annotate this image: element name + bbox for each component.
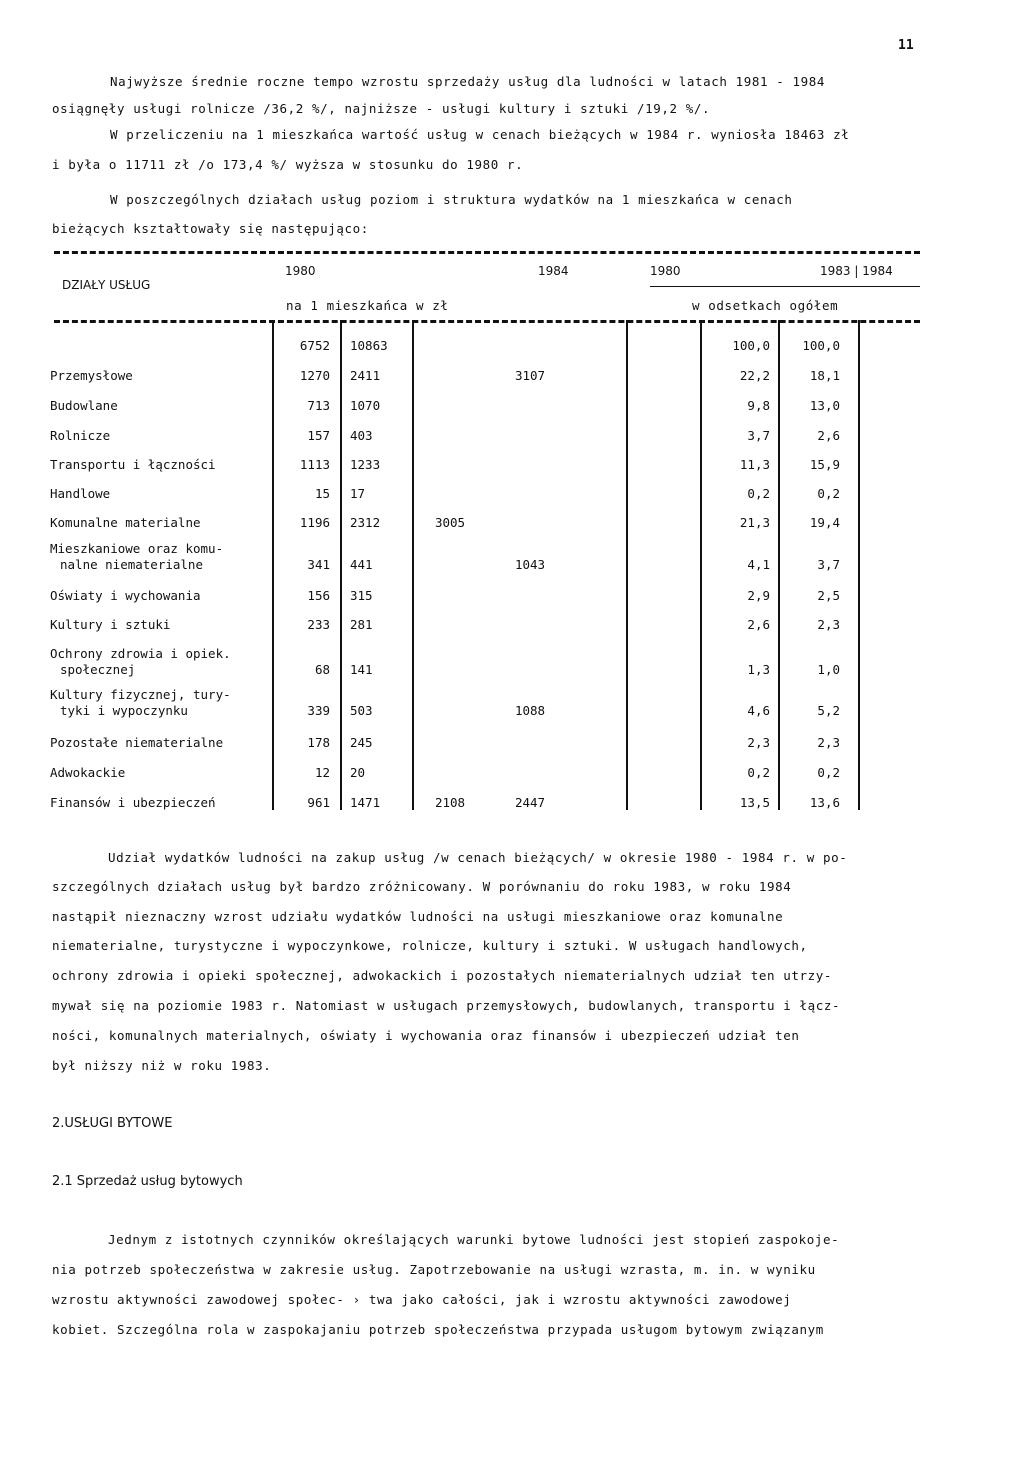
value-1980: 178	[307, 735, 330, 750]
row-label-continuation: społecznej	[60, 662, 136, 677]
value-1980: 233	[307, 617, 330, 632]
row-label: Budowlane	[50, 398, 118, 413]
value-1984: 441	[350, 557, 373, 572]
total-pct-1984: 100,0	[802, 338, 840, 353]
pct-1984: 2,6	[817, 428, 840, 443]
para3-line: wzrostu aktywności zawodowej społec- › twa jako całości, jak i wzrostu aktywności zawodowej	[52, 1292, 792, 1307]
pct-1984: 2,3	[817, 735, 840, 750]
intro-line: osiągnęły usługi rolnicze /36,2 %/, najniższe - usługi kultury i sztuki /19,2 %/.	[52, 101, 711, 116]
group-total-b: 1043	[514, 557, 546, 572]
row-label: Rolnicze	[50, 428, 111, 443]
pct-1984: 18,1	[809, 368, 840, 383]
pct-1980: 2,3	[747, 735, 770, 750]
para3-line: kobiet. Szczególna rola w zaspokajaniu potrzeb społeczeństwa przypada usługom bytowym związanym	[52, 1322, 824, 1337]
para2-line: był niższy niż w roku 1983.	[52, 1058, 272, 1073]
para2-line: ności, komunalnych materialnych, oświaty i wychowania oraz finansów i ubezpieczeń udział ten	[52, 1028, 800, 1043]
pct-1980: 0,2	[747, 486, 770, 501]
value-1980: 339	[307, 703, 330, 718]
value-1980: 156	[307, 588, 330, 603]
pct-1980: 3,7	[747, 428, 770, 443]
para2-line: nastąpił nieznaczny wzrost udziału wydatków ludności na usługi mieszkaniowe oraz komunalne	[52, 909, 784, 924]
group-total-b: 1088	[514, 703, 546, 718]
page-number: 11	[898, 38, 914, 53]
pct-1984: 0,2	[817, 765, 840, 780]
column-rule	[340, 320, 342, 810]
value-1984: 2411	[350, 368, 381, 383]
sub-header-left: na 1 mieszkańca w zł	[286, 298, 449, 313]
value-1984: 17	[350, 486, 366, 501]
value-1984: 141	[350, 662, 373, 677]
value-1980: 341	[307, 557, 330, 572]
row-label: Transportu i łączności	[50, 457, 216, 472]
value-1980: 961	[307, 795, 330, 810]
value-1984: 503	[350, 703, 373, 718]
header-underline	[650, 286, 920, 287]
row-label: Ochrony zdrowia i opiek.	[50, 646, 231, 661]
pct-1980: 0,2	[747, 765, 770, 780]
pct-1984: 13,0	[809, 398, 840, 413]
value-1984: 245	[350, 735, 373, 750]
group-total-b: 3107	[514, 368, 546, 383]
row-label: Pozostałe niematerialne	[50, 735, 224, 750]
row-label: Przemysłowe	[50, 368, 133, 383]
table-header-rule	[54, 320, 920, 323]
pct-1984: 3,7	[817, 557, 840, 572]
pct-1980: 11,3	[739, 457, 770, 472]
column-rule	[272, 320, 274, 810]
row-label: Finansów i ubezpieczeń	[50, 795, 216, 810]
value-1984: 281	[350, 617, 373, 632]
intro-line: i była o 11711 zł /o 173,4 %/ wyższa w stosunku do 1980 r.	[52, 157, 524, 172]
value-1984: 1471	[350, 795, 381, 810]
value-1980: 1270	[299, 368, 330, 383]
pct-1980: 22,2	[739, 368, 770, 383]
row-header: DZIAŁY USŁUG	[62, 278, 151, 292]
intro-line: W poszczególnych działach usług poziom i struktura wydatków na 1 mieszkańca w cenach	[110, 192, 793, 207]
para2-line: Udział wydatków ludności na zakup usług /w cenach bieżących/ w okresie 1980 - 1984 r. w po-	[108, 850, 848, 865]
value-1984: 1070	[350, 398, 381, 413]
value-1980: 68	[314, 662, 330, 677]
table-top-rule	[54, 251, 920, 254]
group-total-a: 2108	[434, 795, 466, 810]
value-1980: 1113	[299, 457, 330, 472]
row-label: Kultury i sztuki	[50, 617, 171, 632]
pct-1980: 2,9	[747, 588, 770, 603]
value-1984: 315	[350, 588, 373, 603]
section-title: 2.USŁUGI BYTOWE	[52, 1116, 173, 1131]
pct-1980: 4,6	[747, 703, 770, 718]
total-1980: 6752	[299, 338, 330, 353]
pct-1980: 13,5	[739, 795, 770, 810]
value-1984: 2312	[350, 515, 381, 530]
row-label: Oświaty i wychowania	[50, 588, 201, 603]
pct-1980: 2,6	[747, 617, 770, 632]
group-total-b: 2447	[514, 795, 546, 810]
column-rule	[858, 320, 860, 810]
intro-line: bieżących kształtowały się następująco:	[52, 221, 369, 236]
col-pct-1983-1984: 1983 | 1984	[820, 264, 893, 278]
value-1984: 403	[350, 428, 373, 443]
para2-line: szczególnych działach usług był bardzo zróżnicowany. W porównaniu do roku 1983, w roku 1984	[52, 879, 792, 894]
pct-1980: 1,3	[747, 662, 770, 677]
pct-1980: 9,8	[747, 398, 770, 413]
value-1980: 157	[307, 428, 330, 443]
col-1984: 1984	[538, 264, 569, 278]
row-label-continuation: nalne niematerialne	[60, 557, 203, 572]
col-1980: 1980	[285, 264, 316, 278]
para3-line: nia potrzeb społeczeństwa w zakresie usług. Zapotrzebowanie na usługi wzrasta, m. in. w wyniku	[52, 1262, 816, 1277]
pct-1984: 0,2	[817, 486, 840, 501]
row-label: Komunalne materialne	[50, 515, 201, 530]
subsection-title: 2.1 Sprzedaż usług bytowych	[52, 1174, 243, 1189]
row-label-continuation: tyki i wypoczynku	[60, 703, 188, 718]
para2-line: mywał się na poziomie 1983 r. Natomiast w usługach przemysłowych, budowlanych, transportu i łącz-	[52, 998, 841, 1013]
row-label: Adwokackie	[50, 765, 126, 780]
total-1984: 10863	[350, 338, 388, 353]
row-label: Handlowe	[50, 486, 111, 501]
group-total-a: 3005	[434, 515, 466, 530]
para2-line: niematerialne, turystyczne i wypoczynkowe, rolnicze, kultury i sztuki. W usługach handlowych,	[52, 938, 808, 953]
sub-header-right: w odsetkach ogółem	[692, 298, 839, 313]
intro-line: Najwyższe średnie roczne tempo wzrostu sprzedaży usług dla ludności w latach 1981 - 1984	[110, 74, 826, 89]
value-1980: 12	[314, 765, 330, 780]
pct-1984: 5,2	[817, 703, 840, 718]
pct-1984: 19,4	[809, 515, 840, 530]
para2-line: ochrony zdrowia i opieki społecznej, adwokackich i pozostałych niematerialnych udział ten utrzy-	[52, 968, 833, 983]
pct-1980: 4,1	[747, 557, 770, 572]
column-rule	[412, 320, 414, 810]
pct-1984: 13,6	[809, 795, 840, 810]
total-pct-1980: 100,0	[732, 338, 770, 353]
value-1980: 1196	[299, 515, 330, 530]
pct-1984: 1,0	[817, 662, 840, 677]
value-1980: 713	[307, 398, 330, 413]
column-rule	[626, 320, 628, 810]
intro-line: W przeliczeniu na 1 mieszkańca wartość usług w cenach bieżących w 1984 r. wyniosła 18463 zł	[110, 127, 850, 142]
pct-1984: 15,9	[809, 457, 840, 472]
row-label: Mieszkaniowe oraz komu-	[50, 541, 224, 556]
value-1980: 15	[314, 486, 330, 501]
para3-line: Jednym z istotnych czynników określających warunki bytowe ludności jest stopień zaspokoje-	[108, 1232, 840, 1247]
row-label: Kultury fizycznej, tury-	[50, 687, 231, 702]
value-1984: 20	[350, 765, 366, 780]
pct-1984: 2,5	[817, 588, 840, 603]
pct-1980: 21,3	[739, 515, 770, 530]
pct-1984: 2,3	[817, 617, 840, 632]
value-1984: 1233	[350, 457, 381, 472]
col-pct-1980: 1980	[650, 264, 681, 278]
